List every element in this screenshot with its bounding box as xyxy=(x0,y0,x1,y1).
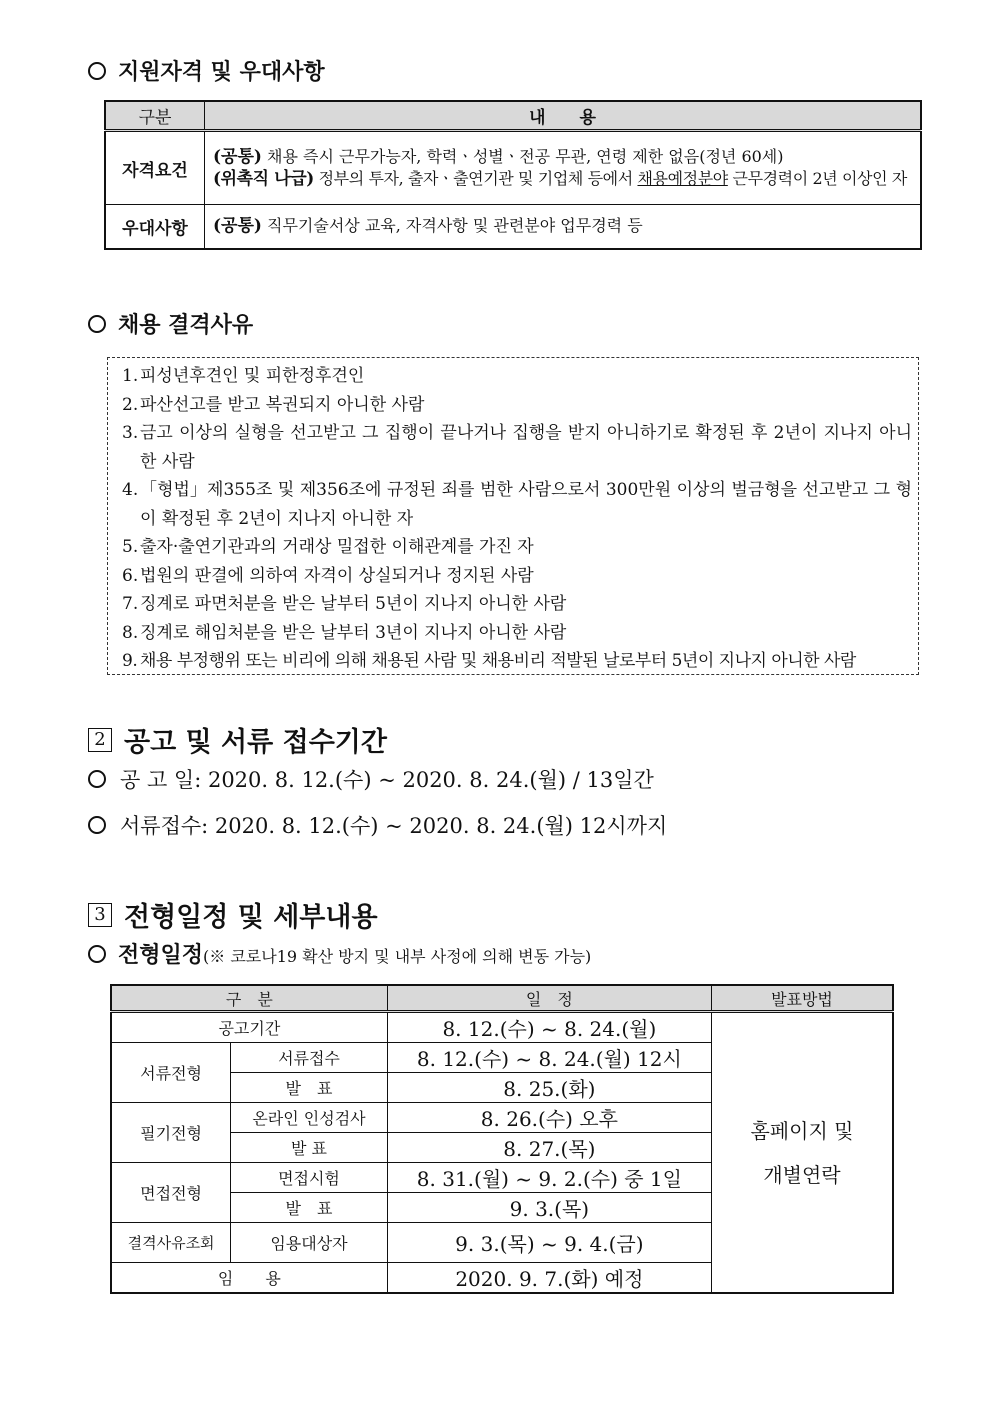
disqualification-list xyxy=(107,357,919,675)
list-item: 3. 금고 이상의 실형을 선고받고 그 집행이 끝나거나 집행을 받지 아니하기로 확정된 후 2년이 지나지 아니한 사람 xyxy=(122,423,912,472)
qualifications-table xyxy=(104,100,922,250)
row-label-preferences: 우대사항 xyxy=(105,205,205,249)
section-number-box: 3 xyxy=(88,903,112,927)
announce-period: 공 고 일: 2020. 8. 12.(수) ~ 2020. 8. 24.(월) / 13일간 xyxy=(88,764,654,794)
table-row: 결격사유조회 임용대상자 9. 3.(목) ~ 9. 4.(금) xyxy=(111,1223,893,1263)
circle-bullet-icon xyxy=(88,816,106,834)
table-header-category: 구 분 xyxy=(111,985,387,1012)
subtitle: 전형일정 xyxy=(118,942,204,968)
section3-heading xyxy=(88,895,378,934)
table-header-content: 내 용 xyxy=(205,101,922,131)
section-disqualification-heading xyxy=(88,308,253,339)
requirements-common-text: 채용 즉시 근무가능자, 학력ㆍ성별ㆍ전공 무관, 연령 제한 없음(정년 60세) xyxy=(261,147,784,166)
section-title: 지원자격 및 우대사항 xyxy=(118,59,325,85)
section-title: 공고 및 서류 접수기간 xyxy=(124,727,387,758)
list-item: 1. 피성년후견인 및 피한정후견인 xyxy=(122,366,365,386)
tag-commissioned: (위촉직 나급) xyxy=(213,169,314,189)
requirements-commissioned-text-a: 정부의 투자, 출자ㆍ출연기관 및 기업체 등에서 xyxy=(313,169,638,188)
table-header-method: 발표방법 xyxy=(711,985,893,1012)
schedule-table xyxy=(110,984,894,1294)
list-item: 6. 법원의 판결에 의하여 자격이 상실되거나 정지된 사람 xyxy=(122,565,534,586)
table-row: 필기전형 온라인 인성검사 8. 26.(수) 오후 xyxy=(111,1103,893,1133)
requirements-commissioned-underlined: 채용예정분야 xyxy=(637,169,728,188)
list-item: 8. 징계로 해임처분을 받은 날부터 3년이 지나지 아니한 사람 xyxy=(122,622,567,643)
list-item: 4. 「형법」제355조 및 제356조에 규정된 죄를 범한 사람으로서 300만원 이상의 벌금형을 선고받고 그 형이 확정된 후 2년이 지나지 아니한 자 xyxy=(122,480,912,529)
section-title: 채용 결격사유 xyxy=(118,312,254,338)
list-item: 9. 채용 부정행위 또는 비리에 의해 채용된 사람 및 채용비리 적발된 날로부터 5년이 지나지 아니한 사람 xyxy=(122,651,856,671)
table-header-schedule: 일 정 xyxy=(387,985,711,1012)
preferences-content xyxy=(205,205,922,249)
receipt-period: 서류접수: 2020. 8. 12.(수) ~ 2020. 8. 24.(월) 12시까지 xyxy=(88,810,667,840)
circle-bullet-icon xyxy=(88,62,106,80)
section-qualifications-heading xyxy=(88,55,325,86)
table-row: 공고기간 8. 12.(수) ~ 8. 24.(월) 홈페이지 및 개별연락 xyxy=(111,1012,893,1043)
table-row xyxy=(105,205,921,249)
table-row: 발 표 8. 27.(목) xyxy=(111,1133,893,1163)
section-title: 전형일정 및 세부내용 xyxy=(124,902,378,933)
list-item: 2. 파산선고를 받고 복권되지 아니한 사람 xyxy=(122,394,425,415)
circle-bullet-icon xyxy=(88,315,106,333)
table-row: 발 표 9. 3.(목) xyxy=(111,1193,893,1223)
schedule-subheading xyxy=(88,938,591,969)
requirements-commissioned-text-b: 근무경력이 2년 이상인 자 xyxy=(727,169,907,188)
table-row: 임 용 2020. 9. 7.(화) 예정 xyxy=(111,1263,893,1294)
circle-bullet-icon xyxy=(88,945,106,963)
tag-common: (공통) xyxy=(213,216,262,237)
row-label-requirements: 자격요건 xyxy=(105,131,205,205)
announcement-method: 홈페이지 및 개별연락 xyxy=(711,1012,893,1294)
tag-common: (공통) xyxy=(213,147,262,167)
section2-heading xyxy=(88,720,387,759)
table-row xyxy=(105,131,921,205)
section-number-box: 2 xyxy=(88,728,112,752)
circle-bullet-icon xyxy=(88,770,106,788)
table-header-category: 구분 xyxy=(105,101,205,131)
list-item: 5. 출자·출연기관과의 거래상 밀접한 이해관계를 가진 자 xyxy=(122,537,534,557)
table-row: 면접전형 면접시험 8. 31.(월) ~ 9. 2.(수) 중 1일 xyxy=(111,1163,893,1193)
preferences-text: 직무기술서상 교육, 자격사항 및 관련분야 업무경력 등 xyxy=(261,216,643,236)
list-item: 7. 징계로 파면처분을 받은 날부터 5년이 지나지 아니한 사람 xyxy=(122,594,567,614)
table-row: 발 표 8. 25.(화) xyxy=(111,1073,893,1103)
subtitle-note: (※ 코로나19 확산 방지 및 내부 사정에 의해 변동 가능) xyxy=(203,947,592,966)
table-row: 서류전형 서류접수 8. 12.(수) ~ 8. 24.(월) 12시 xyxy=(111,1043,893,1073)
requirements-content xyxy=(205,131,922,205)
